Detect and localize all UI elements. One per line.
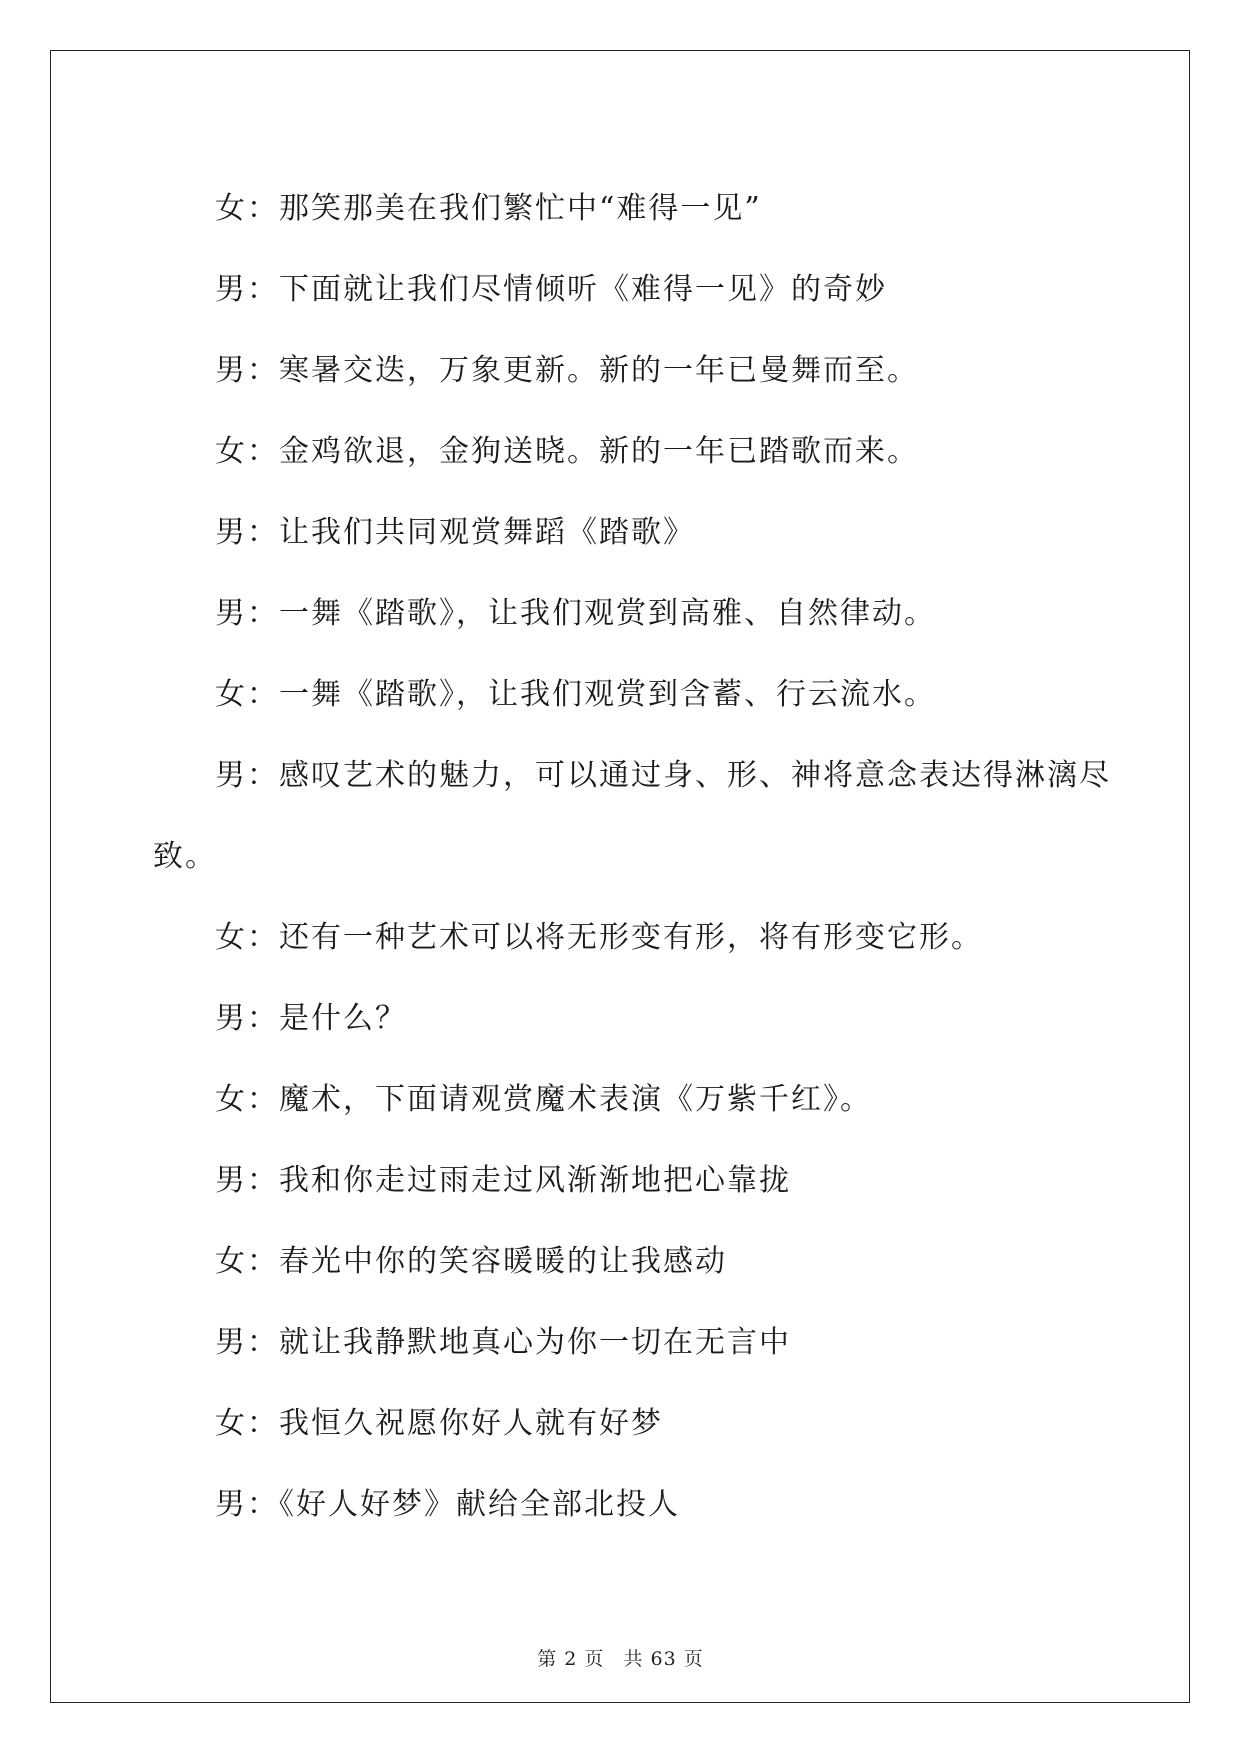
page-number: 第 2 页: [537, 1648, 605, 1670]
paragraph: 女：春光中你的笑容暖暖的让我感动: [215, 1244, 727, 1279]
paragraph: 女：一舞《踏歌》，让我们观赏到含蓄、行云流水。: [215, 677, 936, 712]
paragraph: 男：让我们共同观赏舞蹈《踏歌》: [215, 515, 695, 550]
page-total: 共 63 页: [623, 1648, 704, 1670]
paragraph: 女：那笑那美在我们繁忙中“难得一见”: [215, 191, 762, 226]
page-footer: [0, 1644, 1241, 1671]
paragraph: 男：寒暑交迭，万象更新。新的一年已曼舞而至。: [215, 353, 919, 388]
document-body: [153, 168, 1111, 1545]
paragraph: 男：一舞《踏歌》，让我们观赏到高雅、自然律动。: [215, 596, 936, 631]
paragraph: 女：魔术，下面请观赏魔术表演《万紫千红》。: [215, 1082, 872, 1117]
paragraph: 男：感叹艺术的魅力，可以通过身、形、神将意念表达得淋漓尽: [215, 758, 1111, 793]
paragraph: 女：金鸡欲退，金狗送晓。新的一年已踏歌而来。: [215, 434, 919, 469]
paragraph: 男：就让我静默地真心为你一切在无言中: [215, 1325, 791, 1360]
paragraph-continuation: 致。: [153, 839, 217, 874]
paragraph: 男：是什么？: [215, 1001, 407, 1036]
paragraph: 女：还有一种艺术可以将无形变有形，将有形变它形。: [215, 920, 983, 955]
paragraph: 男：我和你走过雨走过风渐渐地把心靠拢: [215, 1163, 791, 1198]
paragraph: 男：《好人好梦》献给全部北投人: [215, 1487, 680, 1522]
paragraph: 女：我恒久祝愿你好人就有好梦: [215, 1406, 663, 1441]
paragraph: 男：下面就让我们尽情倾听《难得一见》的奇妙: [215, 272, 887, 307]
